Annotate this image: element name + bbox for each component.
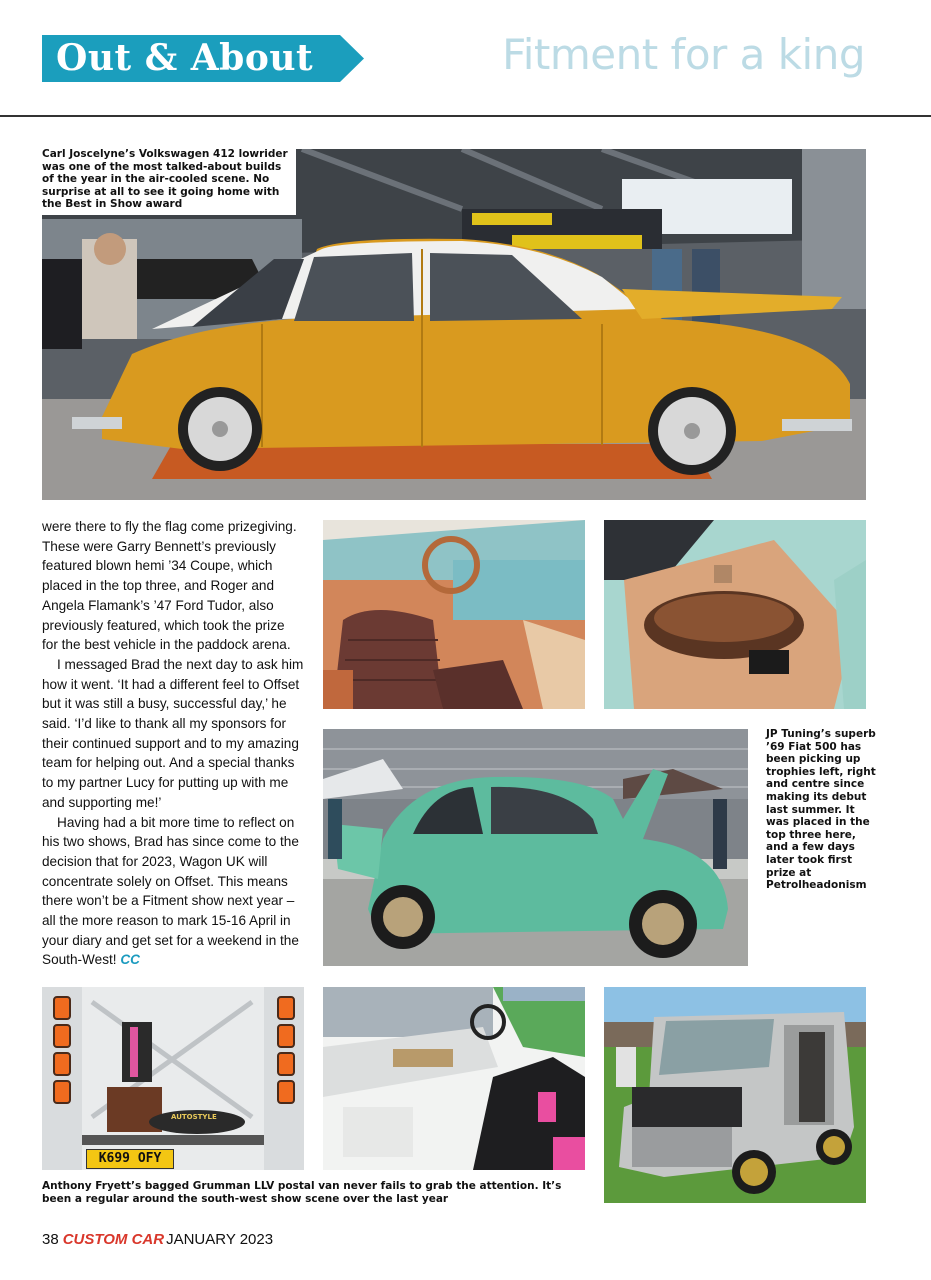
magazine-name: CUSTOM CAR bbox=[62, 1231, 165, 1248]
section-tag bbox=[42, 35, 364, 82]
article-paragraph-2: I messaged Brad the next day to ask him how it went. ‘It had a different feel to Offset but it was still a busy, successful day,’ he said. ‘I’d like to thank all my sponsors for their continued support and to my amazing team for helping out. And a special thanks to my partner Lucy for putting up with me and supporting me!’ bbox=[42, 656, 304, 810]
grumman-van-photo bbox=[604, 987, 866, 1203]
fiat-500-photo bbox=[323, 729, 748, 966]
caption-fiat-500: JP Tuning’s superb ’69 Fiat 500 has been picking up trophies left, right and centre since making its debut last summer. It was placed in the top three here, and a few days later took first prize at Petrolheadonism bbox=[766, 728, 876, 892]
article-paragraph-3-text: Having had a bit more time to reflect on his two shows, Brad has since come to the decision that for 2023, Wagon UK will concentrate solely on Offset. This means there won’t be a Fitment show next year – all the more reason to mark 15-16 April in your diary and get set for a weekend in the South-West! bbox=[42, 814, 299, 968]
issue-date: JANUARY 2023 bbox=[166, 1231, 274, 1248]
autostyle-sign: AUTOSTYLE bbox=[171, 1113, 217, 1121]
page-number: 38 bbox=[42, 1231, 59, 1248]
van-cab-photo bbox=[323, 987, 585, 1170]
van-rear-photo bbox=[42, 987, 304, 1170]
article-body bbox=[42, 517, 304, 970]
header-divider bbox=[0, 115, 931, 117]
caption-grumman-van: Anthony Fryett’s bagged Grumman LLV postal van never fails to grab the attention. It’s been a regular around the south-west show scene over the last year bbox=[42, 1180, 562, 1205]
section-label: Out & About bbox=[56, 37, 314, 79]
caption-vw-412: Carl Joscelyne’s Volkswagen 412 lowrider was one of the most talked-about builds of the year in the air-cooled scene. No surprise at all to see it going home with the Best in Show award bbox=[42, 148, 296, 215]
fiat-fuel-tank-photo bbox=[604, 520, 866, 709]
fiat-interior-photo bbox=[323, 520, 585, 709]
article-paragraph-1: were there to fly the flag come prizegiving. These were Garry Bennett’s previously featured blown hemi ’34 Coupe, which placed in the top three, and Roger and Angela Flamank’s ’47 Ford Tudor, also previously featured, which took the prize for the best vehicle in the paddock arena. bbox=[42, 519, 297, 653]
page-headline: Fitment for a king bbox=[502, 30, 865, 79]
license-plate: K699 OFY bbox=[86, 1149, 174, 1169]
article-paragraph-3 bbox=[42, 813, 304, 971]
end-mark: CC bbox=[120, 952, 140, 968]
page-footer bbox=[42, 1231, 273, 1248]
